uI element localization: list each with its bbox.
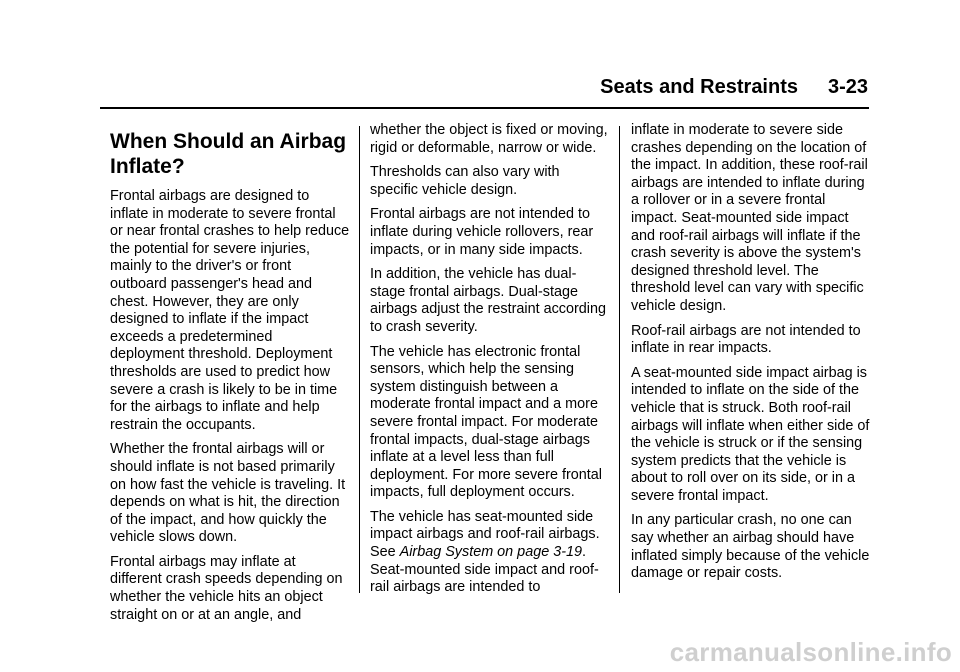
column-2	[370, 122, 610, 604]
section-title: Seats and Restraints	[600, 76, 798, 98]
paragraph: Roof-rail airbags are not intended to inflate in rear impacts.	[631, 322, 861, 357]
paragraph: Frontal airbags are not intended to inflate during vehicle rollovers, rear impacts, or in many side impacts.	[370, 206, 594, 258]
paragraph: Frontal airbags are designed to inflate in moderate to severe frontal or near frontal crashes to help reduce the potential for severe injuries, mainly to the driver's or front outboard passenger's head and chest. However, they are only designed to inflate if the impact exceeds a predetermined deployment threshold. Deployment thresholds are used to predict how severe a crash is likely to be in time for the airbags to inflate and help restrain the occupants.	[110, 188, 350, 433]
section-heading: When Should an Airbag Inflate?	[110, 130, 347, 178]
watermark: carmanualsonline.info	[669, 637, 952, 667]
paragraph: A seat-mounted side impact airbag is intended to inflate on the side of the vehicle that is struck. Both roof-rail airbags will inflate when either side of the vehicle is struck or if the sensing system predicts that the vehicle is about to roll over on its side, or in a severe frontal impact.	[631, 364, 870, 504]
column-3	[631, 122, 871, 590]
paragraph: The vehicle has electronic frontal sensors, which help the sensing system distinguish between a moderate frontal impact and a more severe frontal impact. For moderate frontal impacts, dual-stage airbags inflate at a level less than full deployment. For more severe frontal impacts, full deployment occurs.	[370, 343, 602, 501]
paragraph: inflate in moderate to severe side crashes depending on the location of the impact. In addition, these roof-rail airbags are intended to inflate during a rollover or in a severe frontal impact. Seat-mounted side impact and roof-rail airbags will inflate if the crash severity is above the system's designed threshold level. The threshold level can vary with specific vehicle design.	[631, 122, 868, 314]
header-rule	[100, 107, 869, 109]
paragraph: Whether the frontal airbags will or should inflate is not based primarily on how fast the vehicle is traveling. It depends on what is hit, the direction of the impact, and how quickly the vehicle slows down.	[110, 441, 346, 546]
paragraph-text: The vehicle has seat-mounted side impact airbags and roof-rail airbags. See	[370, 508, 600, 561]
column-1	[110, 122, 350, 631]
paragraph: whether the object is fixed or moving, rigid or deformable, narrow or wide.	[370, 122, 608, 156]
page-number: 3-23	[827, 76, 868, 98]
paragraph: Thresholds can also vary with specific vehicle design.	[370, 164, 560, 198]
paragraph: In any particular crash, no one can say whether an airbag should have inflated simply because of the vehicle damage or repair costs.	[631, 512, 870, 582]
column-divider	[619, 126, 620, 593]
column-divider	[359, 126, 360, 593]
page-header	[0, 76, 960, 106]
paragraph	[370, 509, 610, 597]
cross-reference-link[interactable]: Airbag System on page 3-19	[399, 544, 583, 561]
paragraph: In addition, the vehicle has dual-stage frontal airbags. Dual-stage airbags adjust the restraint according to crash severity.	[370, 266, 606, 335]
paragraph: Frontal airbags may inflate at different crash speeds depending on whether the vehicle hits an object straight on or at an angle, and	[110, 553, 343, 623]
paragraph-text: . Seat-mounted side impact and roof-rail airbags are intended to	[370, 544, 599, 596]
